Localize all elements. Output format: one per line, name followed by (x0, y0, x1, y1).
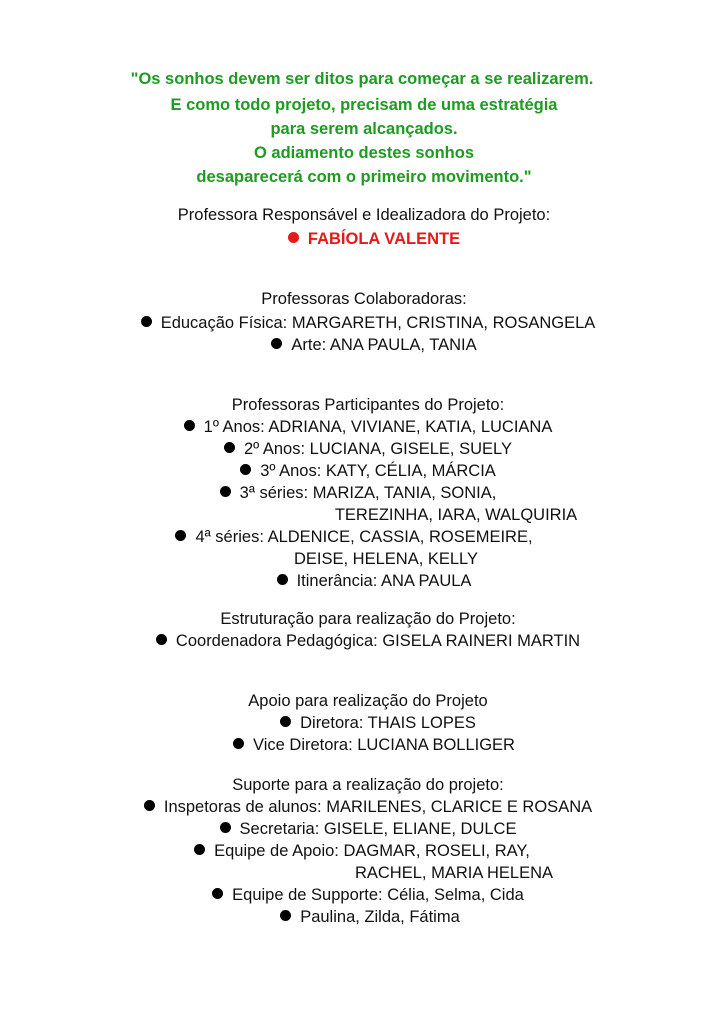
list-item-continuation: RACHEL, MARIA HELENA (354, 864, 554, 882)
bullet-icon (156, 634, 167, 645)
list-item: Secretaria: GISELE, ELIANE, DULCE (4, 818, 728, 840)
bullet-icon (280, 910, 291, 921)
list-item: Paulina, Zilda, Fátima (6, 906, 728, 928)
list-item-continuation: TEREZINHA, IARA, WALQUIRIA (334, 506, 578, 524)
bullet-icon (277, 574, 288, 585)
list-item: 1º Anos: ADRIANA, VIVIANE, KATIA, LUCIANA (4, 416, 728, 438)
responsavel-name-item (10, 228, 728, 250)
responsavel-name: FABÍOLA VALENTE (307, 230, 461, 248)
list-item: Itinerância: ANA PAULA (10, 570, 728, 592)
bullet-icon (184, 420, 195, 431)
suporte-heading: Suporte para a realização do projeto: (232, 776, 504, 794)
list-item: Equipe de Supporte: Célia, Selma, Cida (4, 884, 728, 906)
bullet-icon (212, 888, 223, 899)
quote-line-3: para serem alcançados. (270, 120, 458, 138)
quote-line-1: "Os sonhos devem ser ditos para começar a se realizarem. (130, 70, 594, 88)
list-item: Vice Diretora: LUCIANA BOLLIGER (10, 734, 728, 756)
list-item: Diretora: THAIS LOPES (14, 712, 728, 734)
list-item: Arte: ANA PAULA, TANIA (10, 334, 728, 356)
list-item-continuation: DEISE, HELENA, KELLY (293, 550, 479, 568)
quote-line-5: desaparecerá com o primeiro movimento." (196, 168, 532, 186)
list-item: 3º Anos: KATY, CÉLIA, MÁRCIA (4, 460, 728, 482)
bullet-icon (280, 716, 291, 727)
list-item: Inspetoras de alunos: MARILENES, CLARICE E ROSANA (4, 796, 728, 818)
list-item: Coordenadora Pedagógica: GISELA RAINERI MARTIN (4, 630, 728, 652)
bullet-icon (220, 822, 231, 833)
bullet-icon (220, 486, 231, 497)
list-item: 3ª séries: MARIZA, TANIA, SONIA, (0, 482, 722, 504)
bullet-icon (141, 316, 152, 327)
bullet-icon (224, 442, 235, 453)
apoio-heading: Apoio para realização do Projeto (248, 692, 488, 710)
bullet-icon (271, 338, 282, 349)
list-item: Educação Física: MARGARETH, CRISTINA, ROSANGELA (4, 312, 728, 334)
list-item: Equipe de Apoio: DAGMAR, ROSELI, RAY, (0, 840, 726, 862)
bullet-icon (175, 530, 186, 541)
responsavel-heading: Professora Responsável e Idealizadora do Projeto: (177, 206, 551, 224)
list-item: 4ª séries: ALDENICE, CASSIA, ROSEMEIRE, (0, 526, 718, 548)
bullet-icon (288, 232, 299, 243)
bullet-icon (233, 738, 244, 749)
bullet-icon (194, 844, 205, 855)
quote-line-2: E como todo projeto, precisam de uma estratégia (170, 96, 558, 114)
bullet-icon (240, 464, 251, 475)
quote-line-4: O adiamento destes sonhos (253, 144, 475, 162)
estruturacao-heading: Estruturação para realização do Projeto: (220, 610, 516, 628)
bullet-icon (144, 800, 155, 811)
list-item: 2º Anos: LUCIANA, GISELE, SUELY (4, 438, 728, 460)
colaboradoras-heading: Professoras Colaboradoras: (261, 290, 467, 308)
participantes-heading: Professoras Participantes do Projeto: (231, 396, 505, 414)
